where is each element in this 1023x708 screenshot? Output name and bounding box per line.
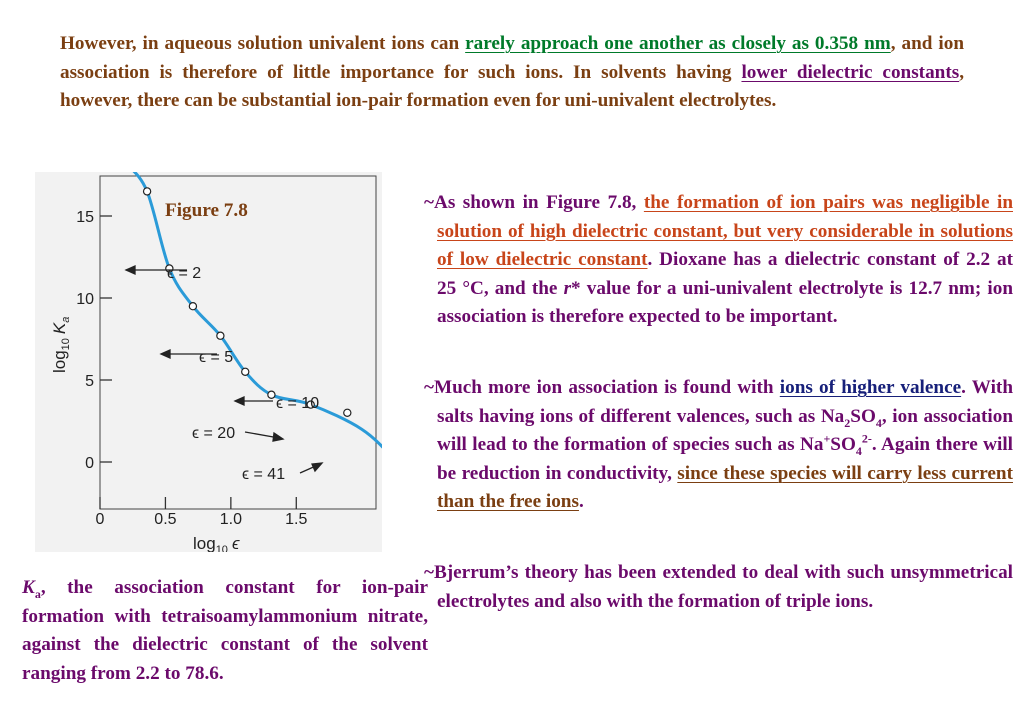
y-tick-label: 5 [85, 373, 94, 390]
intro-paragraph [60, 30, 964, 116]
y-axis-label: $\log_{10}K_a$ [50, 316, 72, 373]
b2-sub-2: 4 [875, 415, 882, 430]
b2-text-2: . With salts having ions of different valences, such as Na [437, 377, 1013, 427]
b2-text-4: , ion association will lead to the formation of species such as Na [437, 405, 1013, 455]
intro-text-1: However, in aqueous solution univalent ions can [60, 33, 466, 54]
x-tick-label: 1.0 [219, 511, 242, 528]
caption-k: K [22, 577, 35, 598]
b2-text-5: SO [830, 434, 856, 455]
figure-7-8-plot [35, 172, 382, 552]
x-tick-label: 1.5 [285, 511, 308, 528]
figure-title: Figure 7.8 [165, 200, 248, 221]
b2-sup-2: 2- [861, 431, 872, 446]
annotation-eps-20: ϵ = 20 [192, 425, 236, 442]
b2-sub-3: 4 [855, 443, 862, 458]
x-axis-label: $\log_{10} \epsilon$ [193, 534, 240, 552]
annotation-eps-5: ϵ = 5 [199, 349, 234, 366]
b1-text-3: * value for a uni-univalent electrolyte is 12.7 nm; ion association is therefore expected to be important. [437, 277, 1013, 327]
b1-text-1: ~As shown in Figure 7.8, [424, 192, 644, 213]
b2-sup-1: + [823, 431, 831, 446]
intro-text-3: , however, there can be substantial ion-pair formation even for uni-univalent electrolytes. [60, 61, 964, 111]
x-ticks [96, 497, 308, 528]
annotation-eps-41: ϵ = 41 [242, 466, 286, 483]
b2-text-6: . Again there will be reduction in conductivity, [437, 434, 1013, 484]
b2-sub-1: 2 [844, 415, 851, 430]
data-point [217, 332, 224, 339]
x-tick-label: 0 [95, 511, 105, 528]
intro-text-2: , and ion association is therefore of little importance for such ions. In solvents having [60, 33, 964, 83]
data-point [189, 303, 196, 310]
x-tick-label: 0.5 [154, 511, 177, 528]
annotation-eps-10: ϵ = 10 [276, 395, 320, 412]
b2-highlight-valence: ions of higher valence [779, 377, 962, 398]
b2-text-1: ~Much more ion association is found with [424, 377, 780, 398]
plot-frame [100, 176, 376, 509]
data-point [268, 391, 275, 398]
data-point [144, 188, 151, 195]
annotation-eps-2: ϵ = 2 [167, 265, 202, 282]
y-tick-label: 15 [76, 209, 94, 226]
b2-text-3: SO [850, 405, 876, 427]
y-ticks [76, 209, 112, 472]
b1-text-2: . Dioxane has a dielectric constant of 2.2 at 25 °C, and the [437, 249, 1013, 299]
intro-highlight-dielectric: lower dielectric constants [741, 61, 960, 83]
b1-r-symbol: r [563, 277, 572, 299]
figure-caption [22, 574, 428, 688]
intro-highlight-distance: rarely approach one another as closely as 0.358 nm [465, 33, 891, 54]
data-point [344, 409, 351, 416]
caption-k-sub: a [34, 586, 41, 601]
data-point [242, 368, 249, 375]
b2-highlight-current: since these species will carry less current than the free ions [437, 462, 1013, 512]
bullet-bjerrum [424, 559, 1013, 616]
bullet-figure-description [424, 189, 1013, 332]
bullet-higher-valence [424, 374, 1013, 517]
caption-text: , the association constant for ion-pair formation with tetraisoamylammonium nitrate, against the dielectric constant of the solvent ranging from 2.2 to 78.6. [22, 577, 428, 684]
b2-text-7: . [578, 491, 584, 512]
b3-text: ~Bjerrum’s theory has been extended to deal with such unsymmetrical electrolytes and also with the formation of triple ions. [424, 562, 1013, 612]
chart-svg [35, 172, 382, 552]
y-tick-label: 10 [76, 291, 94, 308]
y-tick-label: 0 [85, 455, 94, 472]
b1-highlight: the formation of ion pairs was negligible in solution of high dielectric constant, but very considerable in solutions of low dielectric constant [437, 192, 1013, 270]
